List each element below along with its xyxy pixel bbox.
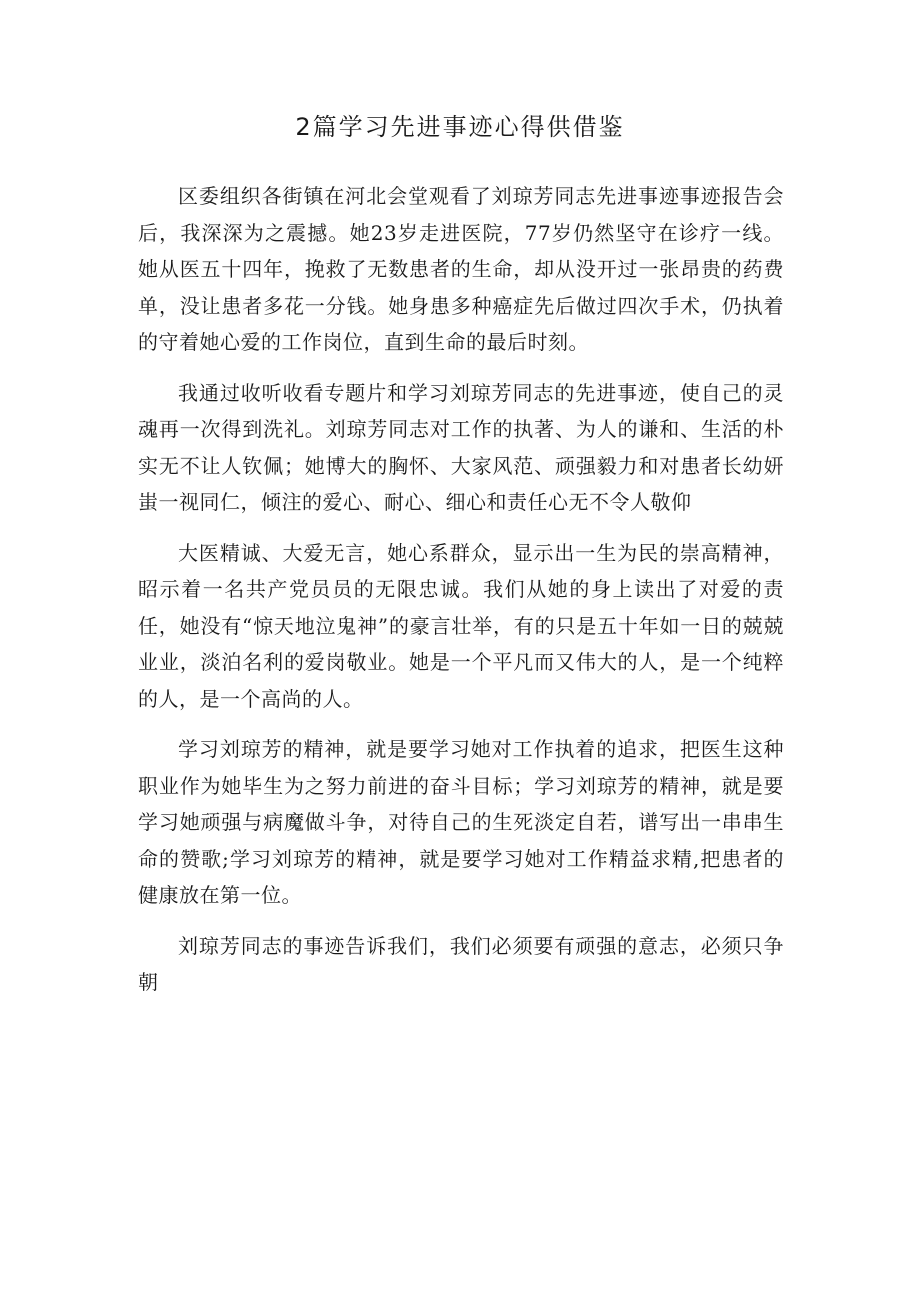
paragraph-3: 大医精诚、大爱无言，她心系群众，显示出一生为民的崇高精神，昭示着一名共产党员员的无限忠诚。我们从她的身上读出了对爱的责任，她没有“惊天地泣鬼神”的豪言壮举，有的只是五十年如一日的兢兢业业，淡泊名利的爱岗敬业。她是一个平凡而又伟大的人，是一个纯粹的人，是一个高尚的人。 xyxy=(138,540,784,711)
paragraph-5: 刘琼芳同志的事迹告诉我们，我们必须要有顽强的意志，必须只争朝 xyxy=(138,933,784,994)
paragraph-1: 区委组织各街镇在河北会堂观看了刘琼芳同志先进事迹事迹报告会后，我深深为之震撼。她23岁走进医院，77岁仍然坚守在诊疗一线。她从医五十四年，挽救了无数患者的生命，却从没开过一张昂贵的药费单，没让患者多花一分钱。她身患多种癌症先后做过四次手术，仍执着的守着她心爱的工作岗位，直到生命的最后时刻。 xyxy=(138,184,784,354)
paragraph-2: 我通过收听收看专题片和学习刘琼芳同志的先进事迹，使自己的灵魂再一次得到洗礼。刘琼芳同志对工作的执著、为人的谦和、生活的朴实无不让人钦佩；她博大的胸怀、大家风范、顽强毅力和对患者长幼妍蚩一视同仁，倾注的爱心、耐心、细心和责任心无不令人敬仰 xyxy=(138,380,784,514)
document-body xyxy=(138,178,784,1015)
paragraph-4: 学习刘琼芳的精神，就是要学习她对工作执着的追求，把医生这种职业作为她毕生为之努力前进的奋斗目标；学习刘琼芳的精神，就是要学习她顽强与病魔做斗争，对待自己的生死淡定自若，谱写出一串串生命的赞歌;学习刘琼芳的精神，就是要学习她对工作精益求精,把患者的健康放在第一位。 xyxy=(138,737,784,907)
document-title: 2篇学习先进事迹心得供借鉴 xyxy=(295,113,625,141)
